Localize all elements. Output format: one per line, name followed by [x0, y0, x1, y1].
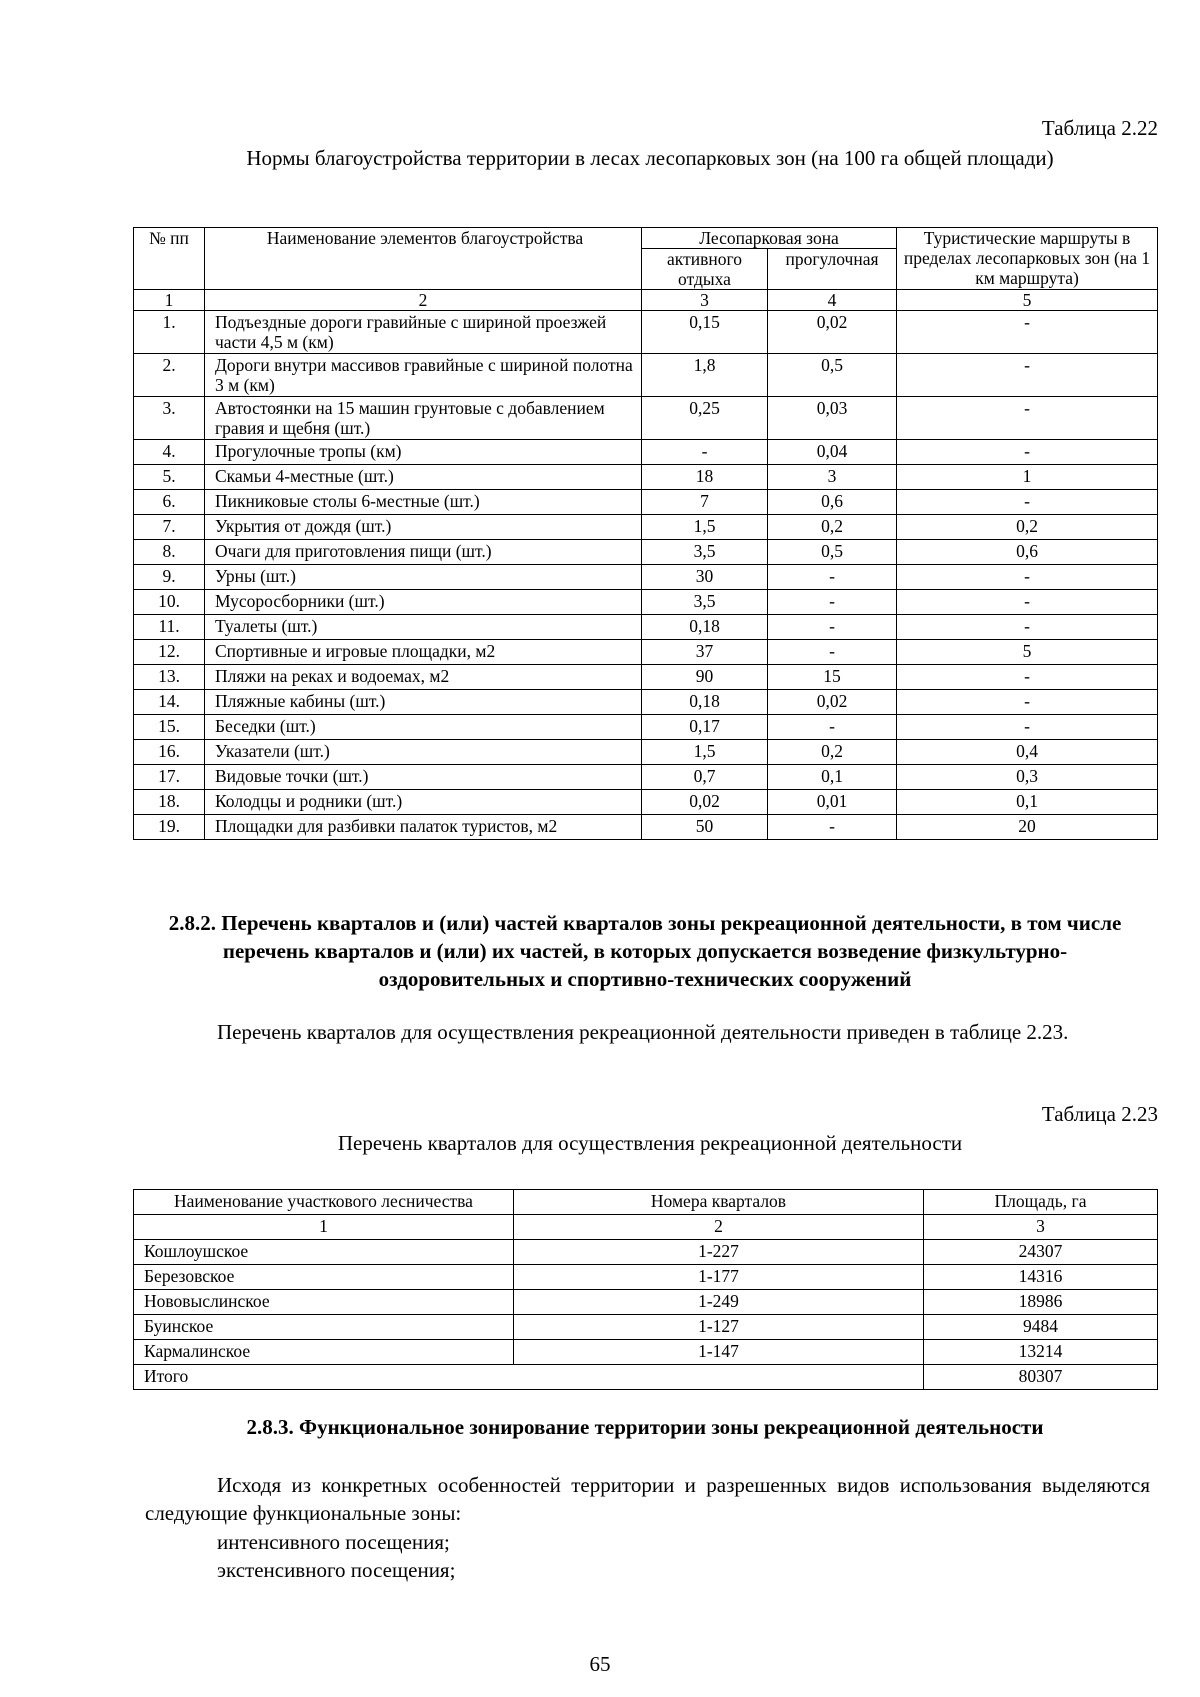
row-name: Урны (шт.) [205, 565, 642, 590]
row-active: 0,02 [642, 790, 768, 815]
row-number: 5. [134, 465, 205, 490]
row-number: 9. [134, 565, 205, 590]
row-active: 90 [642, 665, 768, 690]
row-tourist: - [897, 590, 1158, 615]
header-quarters: Номера кварталов [514, 1190, 924, 1215]
row-tourist: - [897, 397, 1158, 440]
row-tourist: - [897, 354, 1158, 397]
table-row [134, 590, 1158, 615]
row-name: Видовые точки (шт.) [205, 765, 642, 790]
row-tourist: 0,3 [897, 765, 1158, 790]
forestry-name: Буинское [134, 1315, 514, 1340]
row-active: 0,15 [642, 311, 768, 354]
forestry-area: 18986 [924, 1290, 1158, 1315]
row-walk: 0,03 [768, 397, 897, 440]
row-tourist: - [897, 565, 1158, 590]
table-row [134, 311, 1158, 354]
row-walk: - [768, 815, 897, 840]
row-name: Очаги для приготовления пищи (шт.) [205, 540, 642, 565]
table-row [134, 354, 1158, 397]
table-row [134, 690, 1158, 715]
row-name: Пляжные кабины (шт.) [205, 690, 642, 715]
row-number: 2. [134, 354, 205, 397]
row-walk: 0,1 [768, 765, 897, 790]
row-walk: 0,2 [768, 740, 897, 765]
quarter-numbers: 1-227 [514, 1240, 924, 1265]
zone-item: интенсивного посещения; [217, 1530, 450, 1554]
row-walk: 0,04 [768, 440, 897, 465]
table-2-22 [133, 227, 1158, 840]
row-number: 6. [134, 490, 205, 515]
row-number: 14. [134, 690, 205, 715]
row-number: 11. [134, 615, 205, 640]
row-walk: - [768, 590, 897, 615]
row-active: 30 [642, 565, 768, 590]
row-name: Площадки для разбивки палаток туристов, м2 [205, 815, 642, 840]
quarter-numbers: 1-147 [514, 1340, 924, 1365]
header-num: № пп [134, 228, 205, 290]
total-label: Итого [134, 1365, 924, 1390]
table-row [134, 615, 1158, 640]
table-row [134, 1265, 1158, 1290]
total-area: 80307 [924, 1365, 1158, 1390]
row-name: Укрытия от дождя (шт.) [205, 515, 642, 540]
header-name: Наименование элементов благоустройства [205, 228, 642, 290]
row-active: 37 [642, 640, 768, 665]
row-active: 0,25 [642, 397, 768, 440]
colnum: 1 [134, 1215, 514, 1240]
forestry-area: 24307 [924, 1240, 1158, 1265]
row-name: Дороги внутри массивов гравийные с шириной полотна 3 м (км) [205, 354, 642, 397]
row-active: 0,18 [642, 615, 768, 640]
row-name: Туалеты (шт.) [205, 615, 642, 640]
table-row [134, 465, 1158, 490]
section-2-8-2-heading: 2.8.2. Перечень кварталов и (или) частей кварталов зоны рекреационной деятельности, в том числе перечень кварталов и (или) их частей, в которых допускается возведение физкультурно-оздоровительных и спортивно-технических сооружений [168, 911, 1122, 991]
row-number: 13. [134, 665, 205, 690]
row-walk: 0,02 [768, 690, 897, 715]
row-tourist: 0,6 [897, 540, 1158, 565]
row-name: Беседки (шт.) [205, 715, 642, 740]
table-row [134, 790, 1158, 815]
table-row [134, 490, 1158, 515]
row-active: 0,17 [642, 715, 768, 740]
quarter-numbers: 1-177 [514, 1265, 924, 1290]
row-number: 7. [134, 515, 205, 540]
row-walk: 0,02 [768, 311, 897, 354]
row-active: 0,7 [642, 765, 768, 790]
table-row [134, 665, 1158, 690]
row-number: 4. [134, 440, 205, 465]
forestry-area: 13214 [924, 1340, 1158, 1365]
table-2-22-label: Таблица 2.22 [1041, 116, 1158, 140]
row-walk: - [768, 715, 897, 740]
row-number: 17. [134, 765, 205, 790]
colnum: 5 [897, 290, 1158, 311]
header-area: Площадь, га [924, 1190, 1158, 1215]
row-number: 3. [134, 397, 205, 440]
row-tourist: - [897, 615, 1158, 640]
row-name: Пляжи на реках и водоемах, м2 [205, 665, 642, 690]
table-2-22-caption: Нормы благоустройства территории в лесах лесопарковых зон (на 100 га общей площади) [246, 146, 1054, 170]
table-row [134, 515, 1158, 540]
row-walk: 0,5 [768, 540, 897, 565]
table-row [134, 1315, 1158, 1340]
table-2-23-label: Таблица 2.23 [1041, 1102, 1158, 1126]
forestry-name: Нововыслинское [134, 1290, 514, 1315]
table-row [134, 740, 1158, 765]
colnum: 3 [924, 1215, 1158, 1240]
row-tourist: 0,1 [897, 790, 1158, 815]
table-row [134, 565, 1158, 590]
row-tourist: 5 [897, 640, 1158, 665]
row-number: 10. [134, 590, 205, 615]
row-name: Пикниковые столы 6-местные (шт.) [205, 490, 642, 515]
row-tourist: - [897, 440, 1158, 465]
total-row [134, 1365, 1158, 1390]
row-walk: - [768, 640, 897, 665]
forestry-name: Кошлоушское [134, 1240, 514, 1265]
row-number: 15. [134, 715, 205, 740]
row-name: Мусоросборники (шт.) [205, 590, 642, 615]
row-active: - [642, 440, 768, 465]
page-number: 65 [589, 1652, 611, 1676]
table-row [134, 397, 1158, 440]
row-tourist: - [897, 311, 1158, 354]
row-tourist: - [897, 490, 1158, 515]
table-row [134, 715, 1158, 740]
row-tourist: 20 [897, 815, 1158, 840]
row-walk: 15 [768, 665, 897, 690]
row-active: 1,5 [642, 740, 768, 765]
header-active: активного отдыха [642, 249, 768, 290]
table-2-22-body [134, 311, 1158, 840]
row-number: 1. [134, 311, 205, 354]
quarter-numbers: 1-127 [514, 1315, 924, 1340]
section-2-8-2-paragraph: Перечень кварталов для осуществления рекреационной деятельности приведен в таблице 2.23. [217, 1020, 1069, 1044]
row-tourist: 0,4 [897, 740, 1158, 765]
row-name: Спортивные и игровые площадки, м2 [205, 640, 642, 665]
row-active: 50 [642, 815, 768, 840]
header-walk: прогулочная [768, 249, 897, 290]
row-name: Указатели (шт.) [205, 740, 642, 765]
row-number: 19. [134, 815, 205, 840]
row-number: 8. [134, 540, 205, 565]
forestry-area: 14316 [924, 1265, 1158, 1290]
row-tourist: - [897, 665, 1158, 690]
row-active: 3,5 [642, 590, 768, 615]
row-walk: 0,6 [768, 490, 897, 515]
row-number: 12. [134, 640, 205, 665]
row-tourist: - [897, 715, 1158, 740]
row-walk: 3 [768, 465, 897, 490]
forestry-name: Кармалинское [134, 1340, 514, 1365]
row-active: 3,5 [642, 540, 768, 565]
row-active: 18 [642, 465, 768, 490]
table-row [134, 640, 1158, 665]
colnum: 1 [134, 290, 205, 311]
row-number: 16. [134, 740, 205, 765]
header-forestry: Наименование участкового лесничества [134, 1190, 514, 1215]
row-walk: 0,5 [768, 354, 897, 397]
table-row [134, 1340, 1158, 1365]
row-tourist: 0,2 [897, 515, 1158, 540]
table-row [134, 1290, 1158, 1315]
table-row [134, 440, 1158, 465]
row-name: Автостоянки на 15 машин грунтовые с добавлением гравия и щебня (шт.) [205, 397, 642, 440]
row-walk: 0,01 [768, 790, 897, 815]
row-number: 18. [134, 790, 205, 815]
row-active: 7 [642, 490, 768, 515]
forestry-area: 9484 [924, 1315, 1158, 1340]
row-name: Подъездные дороги гравийные с шириной проезжей части 4,5 м (км) [205, 311, 642, 354]
row-tourist: 1 [897, 465, 1158, 490]
table-2-23-body [134, 1240, 1158, 1365]
colnum: 2 [514, 1215, 924, 1240]
row-active: 1,5 [642, 515, 768, 540]
row-walk: - [768, 565, 897, 590]
row-name: Прогулочные тропы (км) [205, 440, 642, 465]
table-2-23-caption: Перечень кварталов для осуществления рекреационной деятельности [337, 1131, 963, 1155]
section-2-8-3-heading: 2.8.3. Функциональное зонирование территории зоны рекреационной деятельности [246, 1415, 1044, 1439]
table-row [134, 765, 1158, 790]
row-walk: 0,2 [768, 515, 897, 540]
row-tourist: - [897, 690, 1158, 715]
row-active: 1,8 [642, 354, 768, 397]
row-walk: - [768, 615, 897, 640]
table-2-23 [133, 1189, 1158, 1390]
row-active: 0,18 [642, 690, 768, 715]
colnum: 3 [642, 290, 768, 311]
table-row [134, 540, 1158, 565]
header-zone: Лесопарковая зона [642, 228, 897, 249]
table-row [134, 1240, 1158, 1265]
table-row [134, 815, 1158, 840]
quarter-numbers: 1-249 [514, 1290, 924, 1315]
colnum: 4 [768, 290, 897, 311]
forestry-name: Березовское [134, 1265, 514, 1290]
row-name: Скамьи 4-местные (шт.) [205, 465, 642, 490]
zone-item: экстенсивного посещения; [217, 1558, 456, 1582]
section-2-8-3-paragraph: Исходя из конкретных особенностей территории и разрешенных видов использования выделяются следующие функциональные зоны: [145, 1473, 1150, 1525]
header-tourist: Туристические маршруты в пределах лесопарковых зон (на 1 км маршрута) [897, 228, 1158, 290]
colnum: 2 [205, 290, 642, 311]
row-name: Колодцы и родники (шт.) [205, 790, 642, 815]
